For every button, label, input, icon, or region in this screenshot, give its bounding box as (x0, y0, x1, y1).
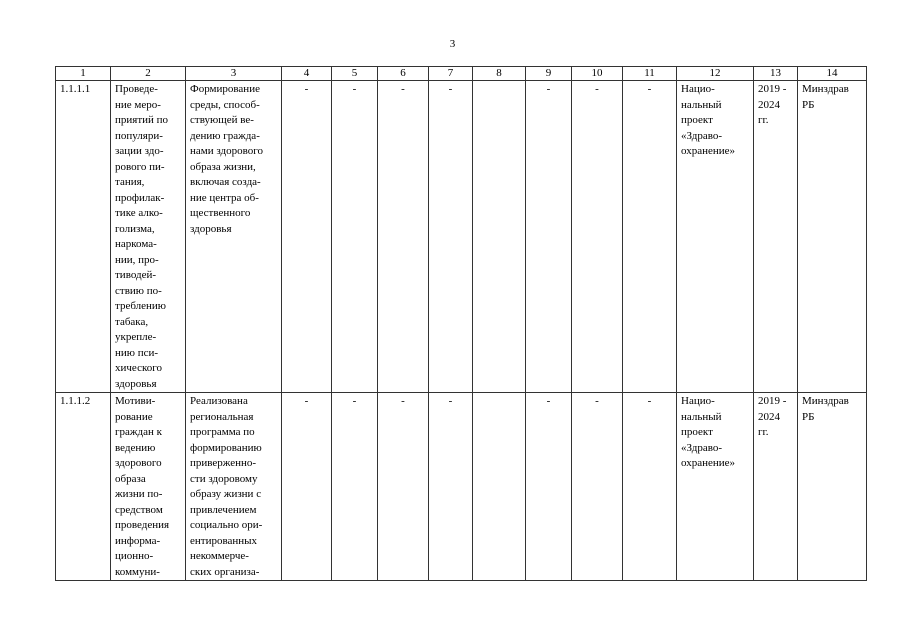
cell-line: профилак- (115, 191, 165, 204)
cell-line: сти здоровому (190, 472, 258, 485)
column-header: 13 (754, 67, 798, 81)
value-cell: - (378, 393, 429, 581)
cell-line: охранение» (681, 457, 736, 469)
cell-line: нальный (681, 98, 722, 111)
cell-line: тике алко- (115, 207, 163, 219)
responsible-cell (798, 393, 867, 581)
table-row (56, 81, 867, 393)
column-header: 2 (111, 67, 186, 81)
value-cell: - (282, 81, 332, 393)
cell-line: проведения (115, 519, 170, 531)
cell-line: 2024 (758, 410, 780, 423)
cell-line: ведению (115, 441, 156, 454)
cell-line: ствующей ве- (190, 114, 254, 126)
cell-line: граждан к (115, 426, 162, 438)
cell-line: Проведе- (115, 83, 158, 95)
cell-line: нию пси- (115, 346, 159, 359)
cell-line: некоммерче- (190, 550, 249, 562)
cell-line: информа- (115, 534, 161, 547)
cell-line: коммуни- (115, 565, 160, 578)
column-header: 7 (429, 67, 473, 81)
cell-line: популяри- (115, 129, 163, 142)
cell-line: треблению (115, 300, 167, 312)
value-cell: - (572, 81, 623, 393)
value-cell: - (623, 393, 677, 581)
value-cell: - (572, 393, 623, 581)
cell-line: нами здорового (190, 145, 263, 157)
cell-line: табака, (115, 315, 149, 328)
cell-line: ние центра об- (190, 191, 259, 204)
cell-line: Нацио- (681, 395, 715, 407)
cell-line: образу жизни с (190, 488, 262, 500)
cell-line: укрепле- (115, 331, 157, 343)
cell-line: тиводей- (115, 269, 157, 281)
row-id: 1.1.1.2 (56, 393, 111, 581)
cell-line: нальный (681, 410, 722, 423)
cell-line: здоровья (115, 377, 157, 390)
value-cell: - (526, 393, 572, 581)
cell-line: щественного (190, 207, 251, 219)
cell-line: наркома- (115, 238, 157, 250)
column-header: 3 (186, 67, 282, 81)
column-header: 10 (572, 67, 623, 81)
cell-line: среды, способ- (190, 98, 260, 111)
cell-line: 2019 - (758, 83, 787, 95)
cell-line: включая созда- (190, 176, 261, 188)
cell-line: охранение» (681, 145, 736, 157)
cell-line: тания, (115, 176, 145, 188)
cell-line: 2019 - (758, 395, 787, 407)
value-cell (473, 393, 526, 581)
result-cell (186, 393, 282, 581)
value-cell: - (429, 393, 473, 581)
measure-cell (111, 81, 186, 393)
value-cell: - (332, 81, 378, 393)
value-cell: - (282, 393, 332, 581)
cell-line: гг. (758, 114, 769, 126)
cell-line: хического (115, 362, 162, 374)
cell-line: жизни по- (115, 488, 163, 500)
cell-line: ентированных (190, 534, 258, 547)
cell-line: Нацио- (681, 83, 715, 95)
cell-line: здоровья (190, 222, 232, 235)
cell-line: «Здраво- (681, 129, 722, 142)
cell-line: Формирование (190, 83, 260, 95)
cell-line: приятий по (115, 114, 169, 126)
cell-line: проект (681, 114, 713, 126)
period-cell (754, 81, 798, 393)
cell-line: региональная (190, 410, 254, 423)
value-cell: - (429, 81, 473, 393)
value-cell: - (526, 81, 572, 393)
source-cell (677, 393, 754, 581)
page-number: 3 (449, 38, 456, 50)
cell-line: зации здо- (115, 145, 164, 157)
responsible-cell (798, 81, 867, 393)
cell-line: голизма, (115, 222, 155, 235)
cell-line: образа жизни, (190, 160, 256, 173)
table-row (56, 393, 867, 581)
cell-line: ционно- (115, 550, 154, 562)
cell-line: РБ (802, 410, 815, 423)
cell-line: нии, про- (115, 253, 159, 266)
cell-line: дению гражда- (190, 129, 260, 142)
row-id: 1.1.1.1 (56, 81, 111, 393)
cell-line: Минздрав (802, 395, 849, 407)
cell-line: формированию (190, 441, 262, 454)
measure-cell (111, 393, 186, 581)
column-header: 12 (677, 67, 754, 81)
column-header: 8 (473, 67, 526, 81)
column-header: 14 (798, 67, 867, 81)
cell-line: гг. (758, 426, 769, 438)
value-cell: - (332, 393, 378, 581)
column-header: 9 (526, 67, 572, 81)
cell-line: ствию по- (115, 284, 162, 297)
value-cell (473, 81, 526, 393)
cell-line: привлечением (190, 503, 257, 516)
cell-line: средством (115, 503, 163, 516)
cell-line: ских организа- (190, 565, 260, 578)
column-header: 11 (623, 67, 677, 81)
cell-line: «Здраво- (681, 441, 722, 454)
cell-line: РБ (802, 98, 815, 111)
column-header: 6 (378, 67, 429, 81)
value-cell: - (378, 81, 429, 393)
cell-line: ние меро- (115, 98, 161, 111)
cell-line: Мотиви- (115, 395, 156, 407)
cell-line: приверженно- (190, 457, 257, 469)
cell-line: рование (115, 410, 153, 423)
cell-line: Минздрав (802, 83, 849, 95)
header-row (56, 67, 867, 81)
column-header: 1 (56, 67, 111, 81)
source-cell (677, 81, 754, 393)
cell-line: здорового (115, 457, 162, 469)
value-cell: - (623, 81, 677, 393)
cell-line: рового пи- (115, 160, 165, 173)
column-header: 4 (282, 67, 332, 81)
cell-line: Реализована (190, 395, 248, 407)
cell-line: проект (681, 426, 713, 438)
cell-line: программа по (190, 426, 255, 438)
plan-table (55, 66, 867, 581)
cell-line: социально ори- (190, 519, 263, 531)
cell-line: 2024 (758, 98, 780, 111)
result-cell (186, 81, 282, 393)
column-header: 5 (332, 67, 378, 81)
cell-line: образа (115, 472, 146, 485)
period-cell (754, 393, 798, 581)
